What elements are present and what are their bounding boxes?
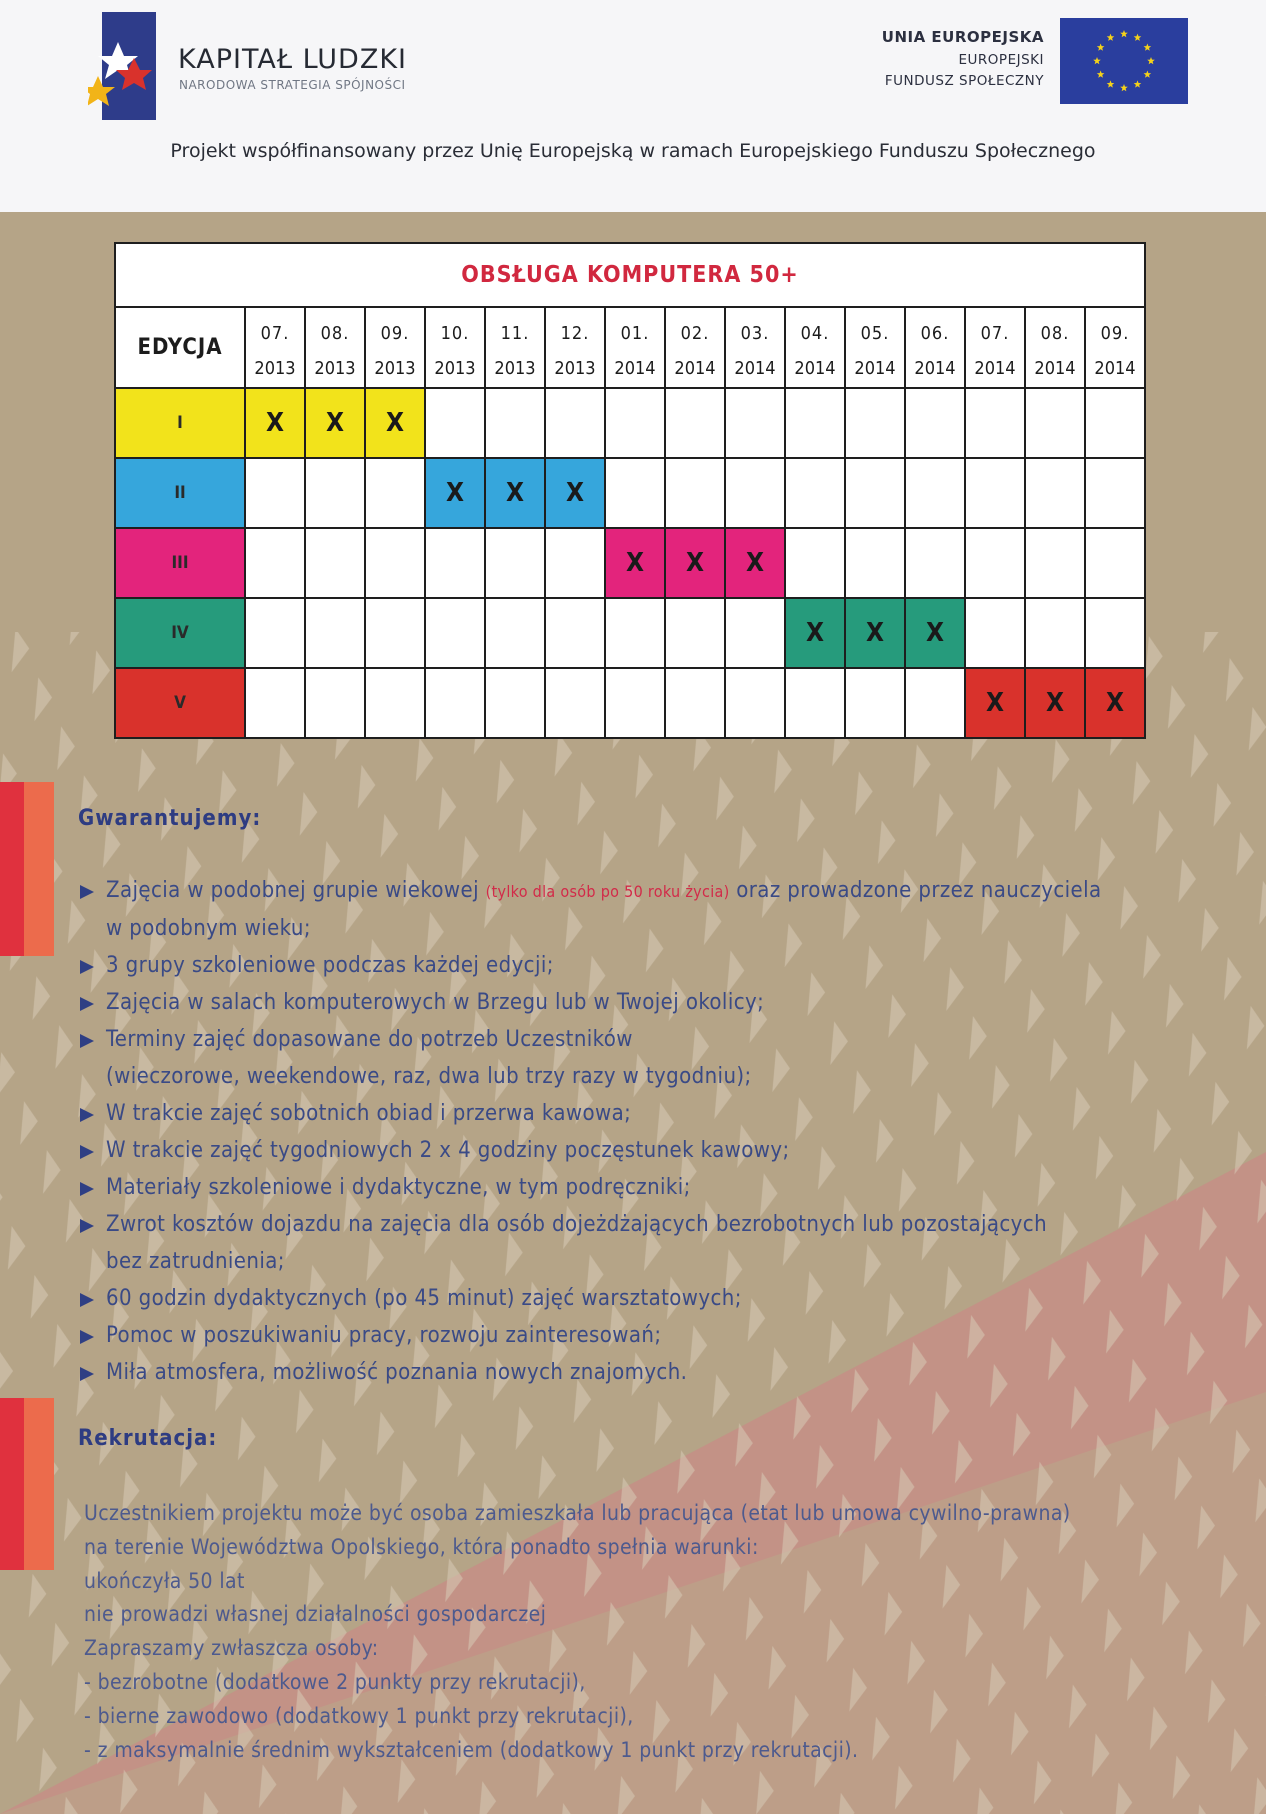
guarantee-item-text: W trakcie zajęć sobotnich obiad i przerwa kawowa; bbox=[106, 1101, 632, 1126]
schedule-cell bbox=[785, 528, 845, 598]
guarantee-item-text: Materiały szkoleniowe i dydaktyczne, w tym podręczniki; bbox=[106, 1175, 691, 1200]
schedule-cell bbox=[485, 388, 545, 458]
year-header: 2014 bbox=[1025, 358, 1085, 388]
schedule-cell bbox=[605, 598, 665, 668]
bullet-arrow-icon bbox=[80, 1330, 94, 1344]
bullet-arrow-icon bbox=[80, 1367, 94, 1381]
schedule-cell bbox=[845, 668, 905, 738]
schedule-cell bbox=[665, 598, 725, 668]
schedule-cell bbox=[365, 458, 425, 528]
schedule-mark: X bbox=[1025, 668, 1085, 738]
recruitment-line: ukończyła 50 lat bbox=[84, 1568, 245, 1593]
schedule-mark: X bbox=[545, 458, 605, 528]
schedule-cell bbox=[1085, 388, 1145, 458]
schedule-mark: X bbox=[1085, 668, 1145, 738]
month-header: 09. bbox=[1085, 307, 1145, 358]
schedule-cell bbox=[845, 528, 905, 598]
schedule-cell bbox=[785, 458, 845, 528]
recruitment-line: Uczestnikiem projektu może być osoba zamieszkała lub pracująca (etat lub umowa cywilno-prawna) bbox=[84, 1501, 1071, 1525]
year-header: 2014 bbox=[605, 358, 665, 388]
schedule-cell bbox=[965, 528, 1025, 598]
schedule-cell bbox=[1025, 598, 1085, 668]
month-header: 10. bbox=[425, 307, 485, 358]
recruitment-line: nie prowadzi własnej działalności gospodarczej bbox=[84, 1602, 547, 1627]
schedule-cell bbox=[305, 668, 365, 738]
guarantee-item bbox=[80, 1021, 1240, 1058]
edition-row bbox=[115, 528, 1145, 598]
schedule-cell bbox=[365, 598, 425, 668]
guarantee-item bbox=[80, 1206, 1240, 1243]
schedule-mark: X bbox=[965, 668, 1025, 738]
edition-label: V bbox=[115, 668, 245, 738]
year-header: 2014 bbox=[905, 358, 965, 388]
schedule-cell bbox=[605, 668, 665, 738]
schedule-cell bbox=[485, 598, 545, 668]
guarantee-item-text: Zajęcia w podobnej grupie wiekowej bbox=[106, 878, 486, 903]
guarantee-item bbox=[80, 1095, 1240, 1132]
schedule-cell bbox=[785, 668, 845, 738]
guarantee-item bbox=[80, 947, 1240, 984]
year-header: 2014 bbox=[1085, 358, 1145, 388]
schedule-cell bbox=[425, 598, 485, 668]
schedule-cell bbox=[785, 388, 845, 458]
schedule-mark: X bbox=[665, 528, 725, 598]
guarantee-item bbox=[80, 984, 1240, 1021]
guarantee-item-text: W trakcie zajęć tygodniowych 2 x 4 godziny poczęstunek kawowy; bbox=[106, 1138, 790, 1163]
edition-row bbox=[115, 598, 1145, 668]
schedule-cell bbox=[545, 668, 605, 738]
eu-line-3: FUNDUSZ SPOŁECZNY bbox=[884, 73, 1044, 89]
guarantee-item-text: Miła atmosfera, możliwość poznania nowych znajomych. bbox=[106, 1360, 688, 1385]
schedule-cell bbox=[545, 598, 605, 668]
cofinanced-note: Projekt współfinansowany przez Unię Europejską w ramach Europejskiego Funduszu Społecznego bbox=[170, 140, 1096, 162]
guarantee-item-text: 60 godzin dydaktycznych (po 45 minut) zajęć warsztatowych; bbox=[106, 1286, 742, 1311]
year-header: 2013 bbox=[365, 358, 425, 388]
bullet-arrow-icon bbox=[80, 1293, 94, 1307]
bullet-arrow-icon bbox=[80, 1182, 94, 1196]
schedule-cell bbox=[485, 668, 545, 738]
guarantee-list bbox=[80, 872, 1240, 1391]
month-header: 03. bbox=[725, 307, 785, 358]
eu-line-1: UNIA EUROPEJSKA bbox=[881, 28, 1044, 46]
section-marker-guarantee bbox=[0, 782, 56, 956]
schedule-cell bbox=[845, 458, 905, 528]
guarantee-item-continuation bbox=[80, 1058, 1240, 1095]
bullet-arrow-icon bbox=[80, 1219, 94, 1233]
schedule-cell bbox=[965, 388, 1025, 458]
month-header: 11. bbox=[485, 307, 545, 358]
recruitment-line: na terenie Województwa Opolskiego, która ponadto spełnia warunki: bbox=[84, 1534, 759, 1559]
schedule-cell bbox=[965, 458, 1025, 528]
schedule-mark: X bbox=[305, 388, 365, 458]
schedule-cell bbox=[1085, 528, 1145, 598]
edition-label: I bbox=[115, 388, 245, 458]
schedule-cell bbox=[1085, 458, 1145, 528]
edition-label: III bbox=[115, 528, 245, 598]
eu-line-2: EUROPEJSKI bbox=[958, 52, 1044, 68]
month-header: 08. bbox=[305, 307, 365, 358]
schedule-cell bbox=[305, 528, 365, 598]
schedule-cell bbox=[725, 668, 785, 738]
schedule-cell bbox=[905, 388, 965, 458]
eu-flag-icon bbox=[1060, 18, 1188, 104]
schedule-mark: X bbox=[365, 388, 425, 458]
bullet-arrow-icon bbox=[80, 960, 94, 974]
schedule-cell bbox=[305, 598, 365, 668]
year-header: 2014 bbox=[665, 358, 725, 388]
guarantee-item-text: bez zatrudnienia; bbox=[106, 1249, 285, 1274]
year-header: 2014 bbox=[845, 358, 905, 388]
edition-row bbox=[115, 388, 1145, 458]
guarantee-item bbox=[80, 1132, 1240, 1169]
schedule-cell bbox=[1025, 528, 1085, 598]
schedule-cell bbox=[1025, 458, 1085, 528]
schedule-cell bbox=[665, 388, 725, 458]
month-header: 05. bbox=[845, 307, 905, 358]
schedule-table bbox=[114, 242, 1146, 739]
schedule-cell bbox=[905, 668, 965, 738]
guarantee-item-text: Pomoc w poszukiwaniu pracy, rozwoju zainteresowań; bbox=[106, 1323, 662, 1348]
schedule-cell bbox=[905, 458, 965, 528]
guarantee-item bbox=[80, 1354, 1240, 1391]
edition-header: EDYCJA bbox=[115, 307, 245, 388]
recruitment-line: Zapraszamy zwłaszcza osoby: bbox=[84, 1636, 379, 1661]
schedule-cell bbox=[725, 458, 785, 528]
schedule-cell bbox=[425, 388, 485, 458]
recruitment-line: - bezrobotne (dodatkowe 2 punkty przy rekrutacji), bbox=[84, 1669, 586, 1694]
section-marker-recruitment bbox=[0, 1398, 56, 1570]
bullet-arrow-icon bbox=[80, 1108, 94, 1122]
schedule-mark: X bbox=[785, 598, 845, 668]
edition-row bbox=[115, 458, 1145, 528]
year-header: 2014 bbox=[785, 358, 845, 388]
guarantee-item-text: w podobnym wieku; bbox=[106, 916, 311, 941]
month-header: 06. bbox=[905, 307, 965, 358]
month-header: 07. bbox=[245, 307, 305, 358]
schedule-cell bbox=[245, 528, 305, 598]
year-header: 2014 bbox=[725, 358, 785, 388]
edition-row bbox=[115, 668, 1145, 738]
year-header: 2013 bbox=[485, 358, 545, 388]
schedule-cell bbox=[245, 598, 305, 668]
logo-title: KAPITAŁ LUDZKI bbox=[178, 44, 407, 75]
guarantee-item-continuation bbox=[80, 910, 1240, 947]
guarantee-item bbox=[80, 1280, 1240, 1317]
schedule-cell bbox=[425, 668, 485, 738]
schedule-cell bbox=[545, 388, 605, 458]
year-header: 2013 bbox=[425, 358, 485, 388]
month-header: 09. bbox=[365, 307, 425, 358]
bullet-arrow-icon bbox=[80, 997, 94, 1011]
schedule-mark: X bbox=[485, 458, 545, 528]
month-header: 02. bbox=[665, 307, 725, 358]
year-header: 2013 bbox=[305, 358, 365, 388]
month-header: 12. bbox=[545, 307, 605, 358]
schedule-cell bbox=[665, 668, 725, 738]
schedule-cell bbox=[665, 458, 725, 528]
schedule-cell bbox=[545, 528, 605, 598]
schedule-cell bbox=[245, 668, 305, 738]
schedule-cell bbox=[725, 388, 785, 458]
schedule-mark: X bbox=[905, 598, 965, 668]
schedule-mark: X bbox=[845, 598, 905, 668]
schedule-mark: X bbox=[425, 458, 485, 528]
logo-subtitle: NARODOWA STRATEGIA SPÓJNOŚCI bbox=[179, 78, 406, 92]
schedule-cell bbox=[245, 458, 305, 528]
schedule-cell bbox=[365, 668, 425, 738]
schedule-cell bbox=[725, 598, 785, 668]
schedule-cell bbox=[845, 388, 905, 458]
month-header: 01. bbox=[605, 307, 665, 358]
recruitment-line: - z maksymalnie średnim wykształceniem (dodatkowy 1 punkt przy rekrutacji). bbox=[84, 1737, 859, 1762]
schedule-cell bbox=[605, 388, 665, 458]
year-header: 2013 bbox=[545, 358, 605, 388]
month-header: 08. bbox=[1025, 307, 1085, 358]
schedule-title: OBSŁUGA KOMPUTERA 50+ bbox=[115, 243, 1145, 307]
month-header: 07. bbox=[965, 307, 1025, 358]
edition-label: IV bbox=[115, 598, 245, 668]
bullet-arrow-icon bbox=[80, 1145, 94, 1159]
guarantee-heading: Gwarantujemy: bbox=[78, 806, 262, 831]
guarantee-item-continuation bbox=[80, 1243, 1240, 1280]
recruitment-line: - bierne zawodowo (dodatkowy 1 punkt przy rekrutacji), bbox=[84, 1703, 634, 1728]
year-header: 2014 bbox=[965, 358, 1025, 388]
bullet-arrow-icon bbox=[80, 1034, 94, 1048]
year-header: 2013 bbox=[245, 358, 305, 388]
guarantee-item-text: Zajęcia w salach komputerowych w Brzegu lub w Twojej okolicy; bbox=[106, 990, 765, 1015]
guarantee-item bbox=[80, 1317, 1240, 1354]
guarantee-item-text: Terminy zajęć dopasowane do potrzeb Uczestników bbox=[106, 1027, 633, 1052]
guarantee-item-text: Zwrot kosztów dojazdu na zajęcia dla osób dojeżdżających bezrobotnych lub pozostających bbox=[106, 1212, 1048, 1237]
guarantee-item bbox=[80, 1169, 1240, 1206]
schedule-mark: X bbox=[725, 528, 785, 598]
month-header: 04. bbox=[785, 307, 845, 358]
recruitment-heading: Rekrutacja: bbox=[78, 1426, 218, 1451]
schedule-cell bbox=[305, 458, 365, 528]
guarantee-item-text-end: oraz prowadzone przez nauczyciela bbox=[729, 878, 1102, 903]
schedule-cell bbox=[1085, 598, 1145, 668]
guarantee-item bbox=[80, 872, 1240, 910]
schedule-cell bbox=[425, 528, 485, 598]
kapital-ludzki-logo-icon bbox=[88, 12, 156, 120]
schedule-cell bbox=[1025, 388, 1085, 458]
bullet-arrow-icon bbox=[80, 885, 94, 899]
guarantee-item-note: (tylko dla osób po 50 roku życia) bbox=[485, 882, 730, 901]
eu-label bbox=[882, 28, 1044, 92]
schedule-cell bbox=[365, 528, 425, 598]
schedule-cell bbox=[905, 528, 965, 598]
schedule-cell bbox=[965, 598, 1025, 668]
schedule-mark: X bbox=[245, 388, 305, 458]
schedule-mark: X bbox=[605, 528, 665, 598]
schedule-cell bbox=[605, 458, 665, 528]
recruitment-text bbox=[84, 1497, 1234, 1767]
schedule-cell bbox=[485, 528, 545, 598]
guarantee-item-text: (wieczorowe, weekendowe, raz, dwa lub trzy razy w tygodniu); bbox=[106, 1064, 752, 1089]
header bbox=[0, 0, 1266, 212]
edition-label: II bbox=[115, 458, 245, 528]
guarantee-item-text: 3 grupy szkoleniowe podczas każdej edycji; bbox=[106, 953, 554, 978]
